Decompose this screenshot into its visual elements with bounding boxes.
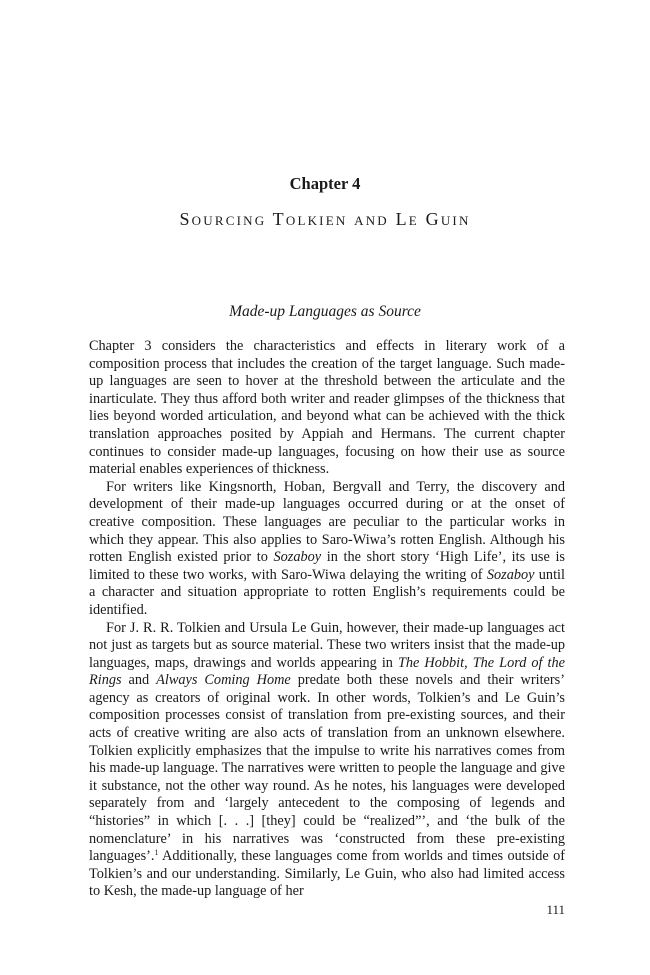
book-title-sozaboy: Sozaboy (486, 566, 535, 583)
section-heading: Made-up Languages as Source (229, 303, 421, 320)
page-number: 111 (546, 902, 565, 917)
book-title-always-coming-home: Always Coming Home (156, 672, 291, 689)
paragraph-text: predate both these novels and their writers’ agency as creators of original work. In other words, Tolkien’s and Le Guin’s composition processes consist of translation from pre-existing sources, and their acts of creative writing are also acts of translation from an unknown elsewhere. Tolkien explicitly emphasizes that the impulse to write his narratives comes from his made-up language. The narratives were written to people the language and give it substance, not the other way round. As he notes, his languages were developed separately from and ‘largely antecedent to the composing of legends and “histories” in which [. . .] [they] could be “realized”’, and ‘the bulk of the nomenclature’ in his narratives was ‘constructed from these pre-existing languages’. (89, 672, 565, 865)
paragraph-1 (89, 338, 565, 479)
footnote-marker[interactable]: 1 (154, 848, 159, 858)
body-text (89, 338, 565, 901)
book-title-sozaboy: Sozaboy (273, 549, 322, 566)
paragraph-3 (89, 620, 565, 902)
paragraph-text: For writers like Kingsnorth, Hoban, Bergvall and Terry, the discovery and development of their made-up languages occurred during or at the onset of creative composition. These languages are peculiar to the particular works in which they appear. This also applies to Saro-Wiwa’s rotten English. Although his rotten English existed prior to (89, 478, 565, 566)
book-title-lord-of-the-rings: The Lord of the Rings (89, 654, 565, 689)
paragraph-text: Chapter 3 considers the characteristics and effects in literary work of a composition process that includes the creation of the target language. Such made-up languages are seen to hover at the threshold between the articulate and the inarticulate. They thus afford both writer and reader glimpses of the thickness that lies beyond worded articulation, and beyond what can be achieved with the thick translation approaches posited by Appiah and Hermans. The current chapter continues to consider made-up languages, focusing on how their use as source material enables experiences of thickness. (89, 338, 565, 478)
paragraph-2 (89, 479, 565, 620)
paragraph-text: Additionally, these languages come from worlds and times outside of Tolkien’s and our understanding. Similarly, Le Guin, who also had limited access to Kesh, the made-up language of her (89, 848, 565, 900)
paragraph-text: and (121, 672, 157, 689)
chapter-number: Chapter 4 (289, 174, 361, 193)
chapter-title: Sourcing Tolkien and Le Guin (179, 209, 471, 229)
paragraph-text: in the short story ‘High Life’, its use is limited to these two works, with Saro-Wiwa delaying the writing of (89, 549, 565, 583)
paragraph-text: until a character and situation appropriate to rotten English’s requirements could be identified. (89, 566, 565, 618)
book-title-the-hobbit: The Hobbit (397, 654, 465, 671)
paragraph-text: For J. R. R. Tolkien and Ursula Le Guin, however, their made-up languages act not just as targets but as source material. These two writers insist that the made-up languages, maps, drawings and worlds appearing in (89, 619, 565, 671)
paragraph-text: , (464, 654, 473, 671)
